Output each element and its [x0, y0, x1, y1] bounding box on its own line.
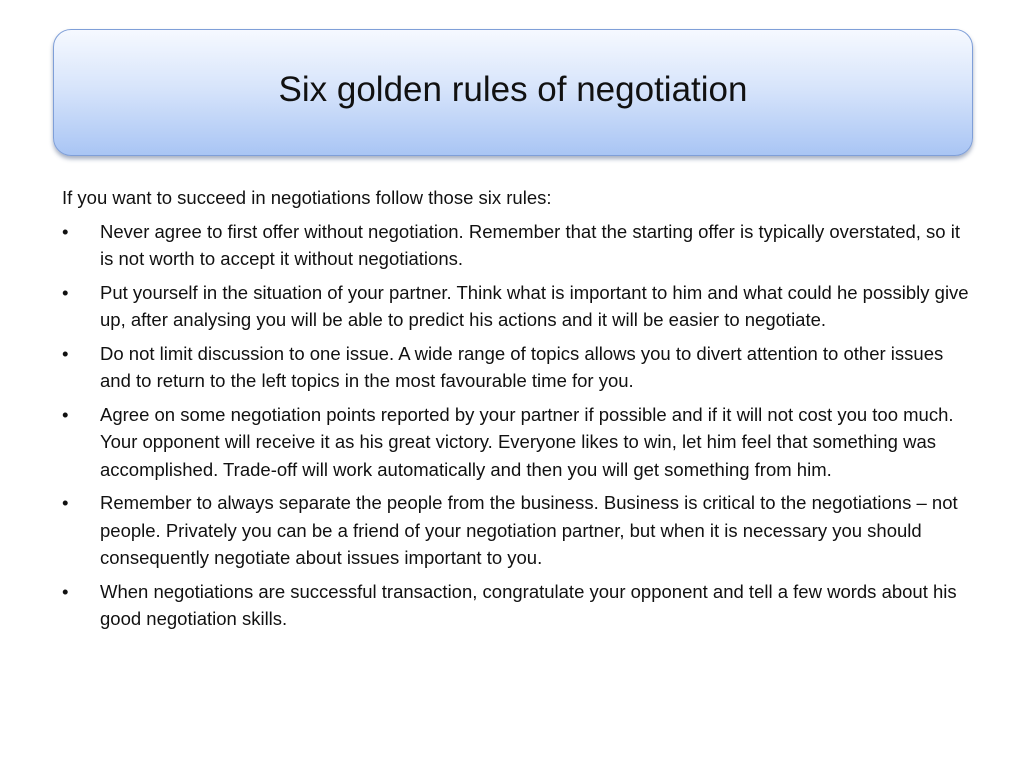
slide-title: Six golden rules of negotiation — [278, 69, 748, 109]
rule-item-2 — [62, 279, 972, 334]
rule-item-1 — [62, 218, 972, 273]
title-box — [53, 29, 973, 156]
rule-text: Remember to always separate the people from the business. Business is critical to the negotiations – not people. Privately you can be a friend of your negotiation partner, but when it is necessary you should consequently negotiate about issues important to you. — [100, 492, 958, 568]
rule-item-6 — [62, 578, 972, 633]
rule-text: Do not limit discussion to one issue. A wide range of topics allows you to divert attention to other issues and to return to the left topics in the most favourable time for you. — [100, 342, 944, 391]
rule-text: Never agree to first offer without negotiation. Remember that the starting offer is typically overstated, so it is not worth to accept it without negotiations. — [100, 220, 960, 269]
intro-text: If you want to succeed in negotiations follow those six rules: — [62, 187, 552, 208]
bullet-icon: • — [62, 281, 69, 303]
rule-text: When negotiations are successful transaction, congratulate your opponent and tell a few words about his good negotiation skills. — [100, 580, 957, 629]
rule-item-4 — [62, 401, 972, 484]
rules-list — [62, 218, 972, 633]
bullet-icon: • — [62, 403, 69, 425]
rule-text: Put yourself in the situation of your partner. Think what is important to him and what could he possibly give up, after analysing you will be able to predict his actions and it will be easier to negotiate. — [100, 281, 969, 330]
bullet-icon: • — [62, 342, 69, 364]
rule-item-5 — [62, 489, 972, 572]
rule-item-3 — [62, 340, 972, 395]
bullet-icon: • — [62, 492, 69, 513]
bullet-icon: • — [62, 220, 69, 242]
bullet-icon: • — [62, 580, 69, 602]
slide-content — [62, 184, 972, 639]
rule-text: Agree on some negotiation points reported by your partner if possible and if it will not cost you too much. Your opponent will receive it as his great victory. Everyone likes to win, let him feel that something was accomplished. Trade-off will work automatically and then you will get something from him. — [100, 403, 954, 480]
